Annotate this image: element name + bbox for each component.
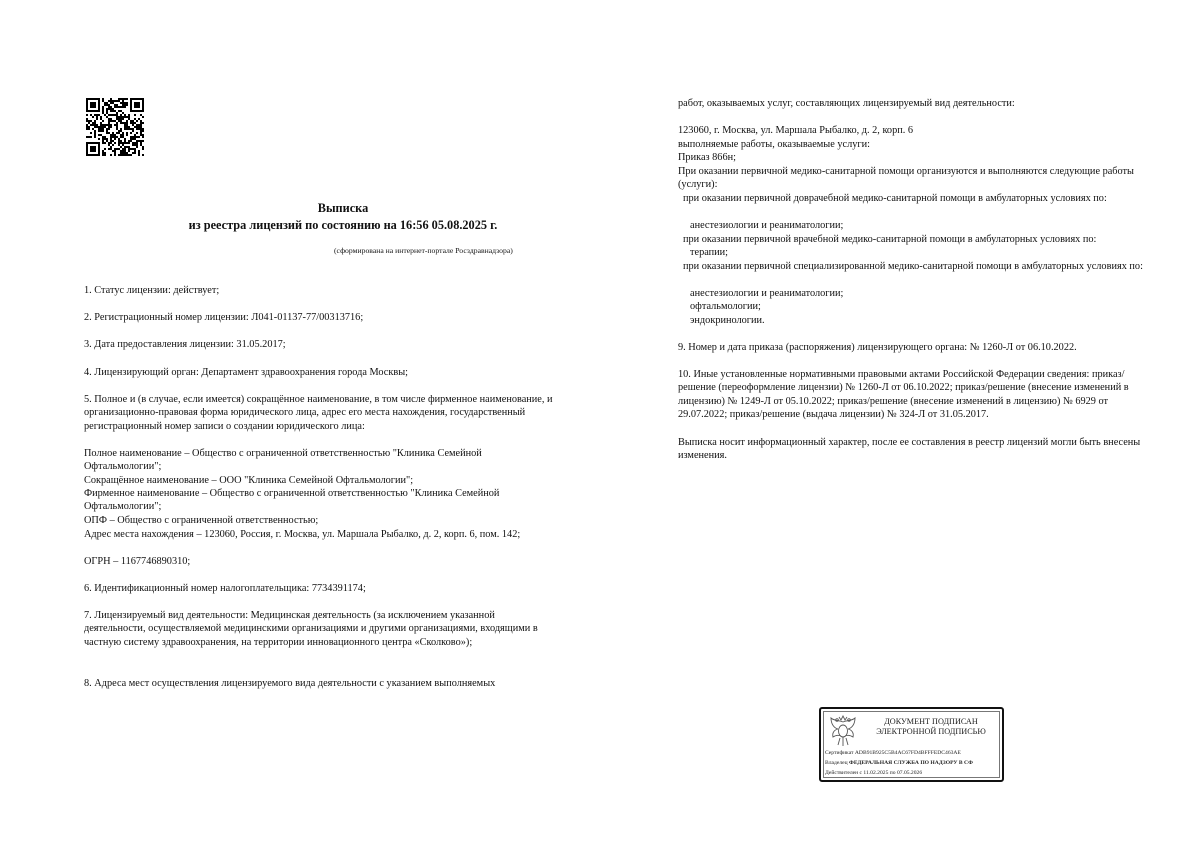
service-item: анестезиологии и реаниматологии; — [690, 288, 844, 299]
activity-type: 7. Лицензируемый вид деятельности: Медицинская деятельность (за исключением указанной деятельности, осуществляемой медицинскими организациями и другими организациями, входящими в частную систему здравоохранения, на территории инновационного центра «Сколково»); — [84, 610, 538, 648]
licensing-authority: 4. Лицензирующий орган: Департамент здравоохранения города Москвы; — [84, 367, 409, 378]
license-status: 1. Статус лицензии: действует; — [84, 285, 220, 296]
stamp-owner — [825, 760, 973, 767]
registration-number: 2. Регистрационный номер лицензии: Л041-01137-77/00313716; — [84, 312, 364, 323]
license-date: 3. Дата предоставления лицензии: 31.05.2017; — [84, 339, 286, 350]
activity-addresses-continued: работ, оказываемых услуг, составляющих лицензируемый вид деятельности: — [678, 98, 1015, 109]
stamp-certificate — [825, 750, 961, 757]
service-item: эндокринологии. — [690, 315, 765, 326]
inn: 6. Идентификационный номер налогоплательщика: 7734391174; — [84, 583, 366, 594]
order-reference: Приказ 866н; — [678, 152, 736, 163]
activity-addresses-heading: 8. Адреса мест осуществления лицензируемого вида деятельности с указанием выполняемых — [84, 678, 496, 689]
short-name: Сокращённое наименование – ООО "Клиника Семейной Офтальмологии"; — [84, 475, 414, 486]
owner-value: ФЕДЕРАЛЬНАЯ СЛУЖБА ПО НАДЗОРУ В СФ — [849, 760, 973, 766]
pmsp-intro: При оказании первичной медико-санитарной помощи организуются и выполняются следующие работы (услуги): — [678, 166, 1134, 191]
service-item: терапии; — [690, 247, 729, 258]
certificate-label: Сертификат — [825, 750, 854, 756]
spec-section: при оказании первичной специализированной медико-санитарной помощи в амбулаторных условиях по: — [683, 261, 1143, 272]
stamp-validity: Действителен с 11.02.2025 по 07.05.2026 — [825, 770, 923, 776]
vrach-section: при оказании первичной врачебной медико-санитарной помощи в амбулаторных условиях по: — [683, 234, 1097, 245]
document-subtitle: из реестра лицензий по состоянию на 16:56 05.08.2025 г. — [188, 218, 498, 232]
works-label: выполняемые работы, оказываемые услуги: — [678, 139, 870, 150]
source-note: (сформирована на интернет-портале Росздравнадзора) — [334, 246, 513, 255]
double-headed-eagle-icon — [828, 714, 858, 748]
electronic-signature-stamp — [819, 707, 1004, 782]
owner-label: Владелец — [825, 760, 848, 766]
qr-code — [86, 98, 144, 156]
ogrn: ОГРН – 1167746890310; — [84, 556, 191, 567]
order-number-date: 9. Номер и дата приказа (распоряжения) лицензирующего органа: № 1260-Л от 06.10.2022. — [678, 342, 1077, 353]
legal-form: ОПФ – Общество с ограниченной ответственностью; — [84, 515, 319, 526]
document-title: Выписка — [317, 201, 369, 215]
service-item: анестезиологии и реаниматологии; — [690, 220, 844, 231]
disclaimer: Выписка носит информационный характер, после ее составления в реестр лицензий могли быть внесены изменения. — [678, 437, 1141, 462]
stamp-heading — [861, 717, 1001, 737]
registered-address: Адрес места нахождения – 123060, Россия, г. Москва, ул. Маршала Рыбалко, д. 2, корп. 6, пом. 142; — [84, 529, 521, 540]
other-information: 10. Иные установленные нормативными правовыми актами Российской Федерации сведения: приказ/решение (переоформление лицензии) № 1260-Л от 06.10.2022; приказ/решение (внесение изменений в лицензию) № 1249-Л от 05.10.2022; приказ/решение (внесение изменений в лицензию) № 6929 от 29.07.2022; приказ/решение (выдача лицензии) № 324-Л от 31.05.2017. — [678, 369, 1129, 421]
service-item: офтальмологии; — [690, 301, 761, 312]
organization-names-intro: 5. Полное и (в случае, если имеется) сокращённое наименование, в том числе фирменное наименование, и организационно-правовая форма юридического лица, адрес его места нахождения, государственный регистрационный номер записи о создании юридического лица: — [84, 394, 553, 432]
stamp-heading-line: ДОКУМЕНТ ПОДПИСАН — [884, 717, 978, 726]
activity-address: 123060, г. Москва, ул. Маршала Рыбалко, д. 2, корп. 6 — [678, 125, 914, 136]
dovrach-section: при оказании первичной доврачебной медико-санитарной помощи в амбулаторных условиях по: — [683, 193, 1107, 204]
stamp-heading-line: ЭЛЕКТРОННОЙ ПОДПИСЬЮ — [876, 727, 986, 736]
brand-name: Фирменное наименование – Общество с ограниченной ответственностью "Клиника Семейной Офтальмологии"; — [84, 488, 500, 513]
full-name: Полное наименование – Общество с ограниченной ответственностью "Клиника Семейной Офтальмологии"; — [84, 448, 482, 473]
certificate-value: ADB91B925C5B4AC67FD4BFFFEDC463AE — [854, 750, 961, 756]
